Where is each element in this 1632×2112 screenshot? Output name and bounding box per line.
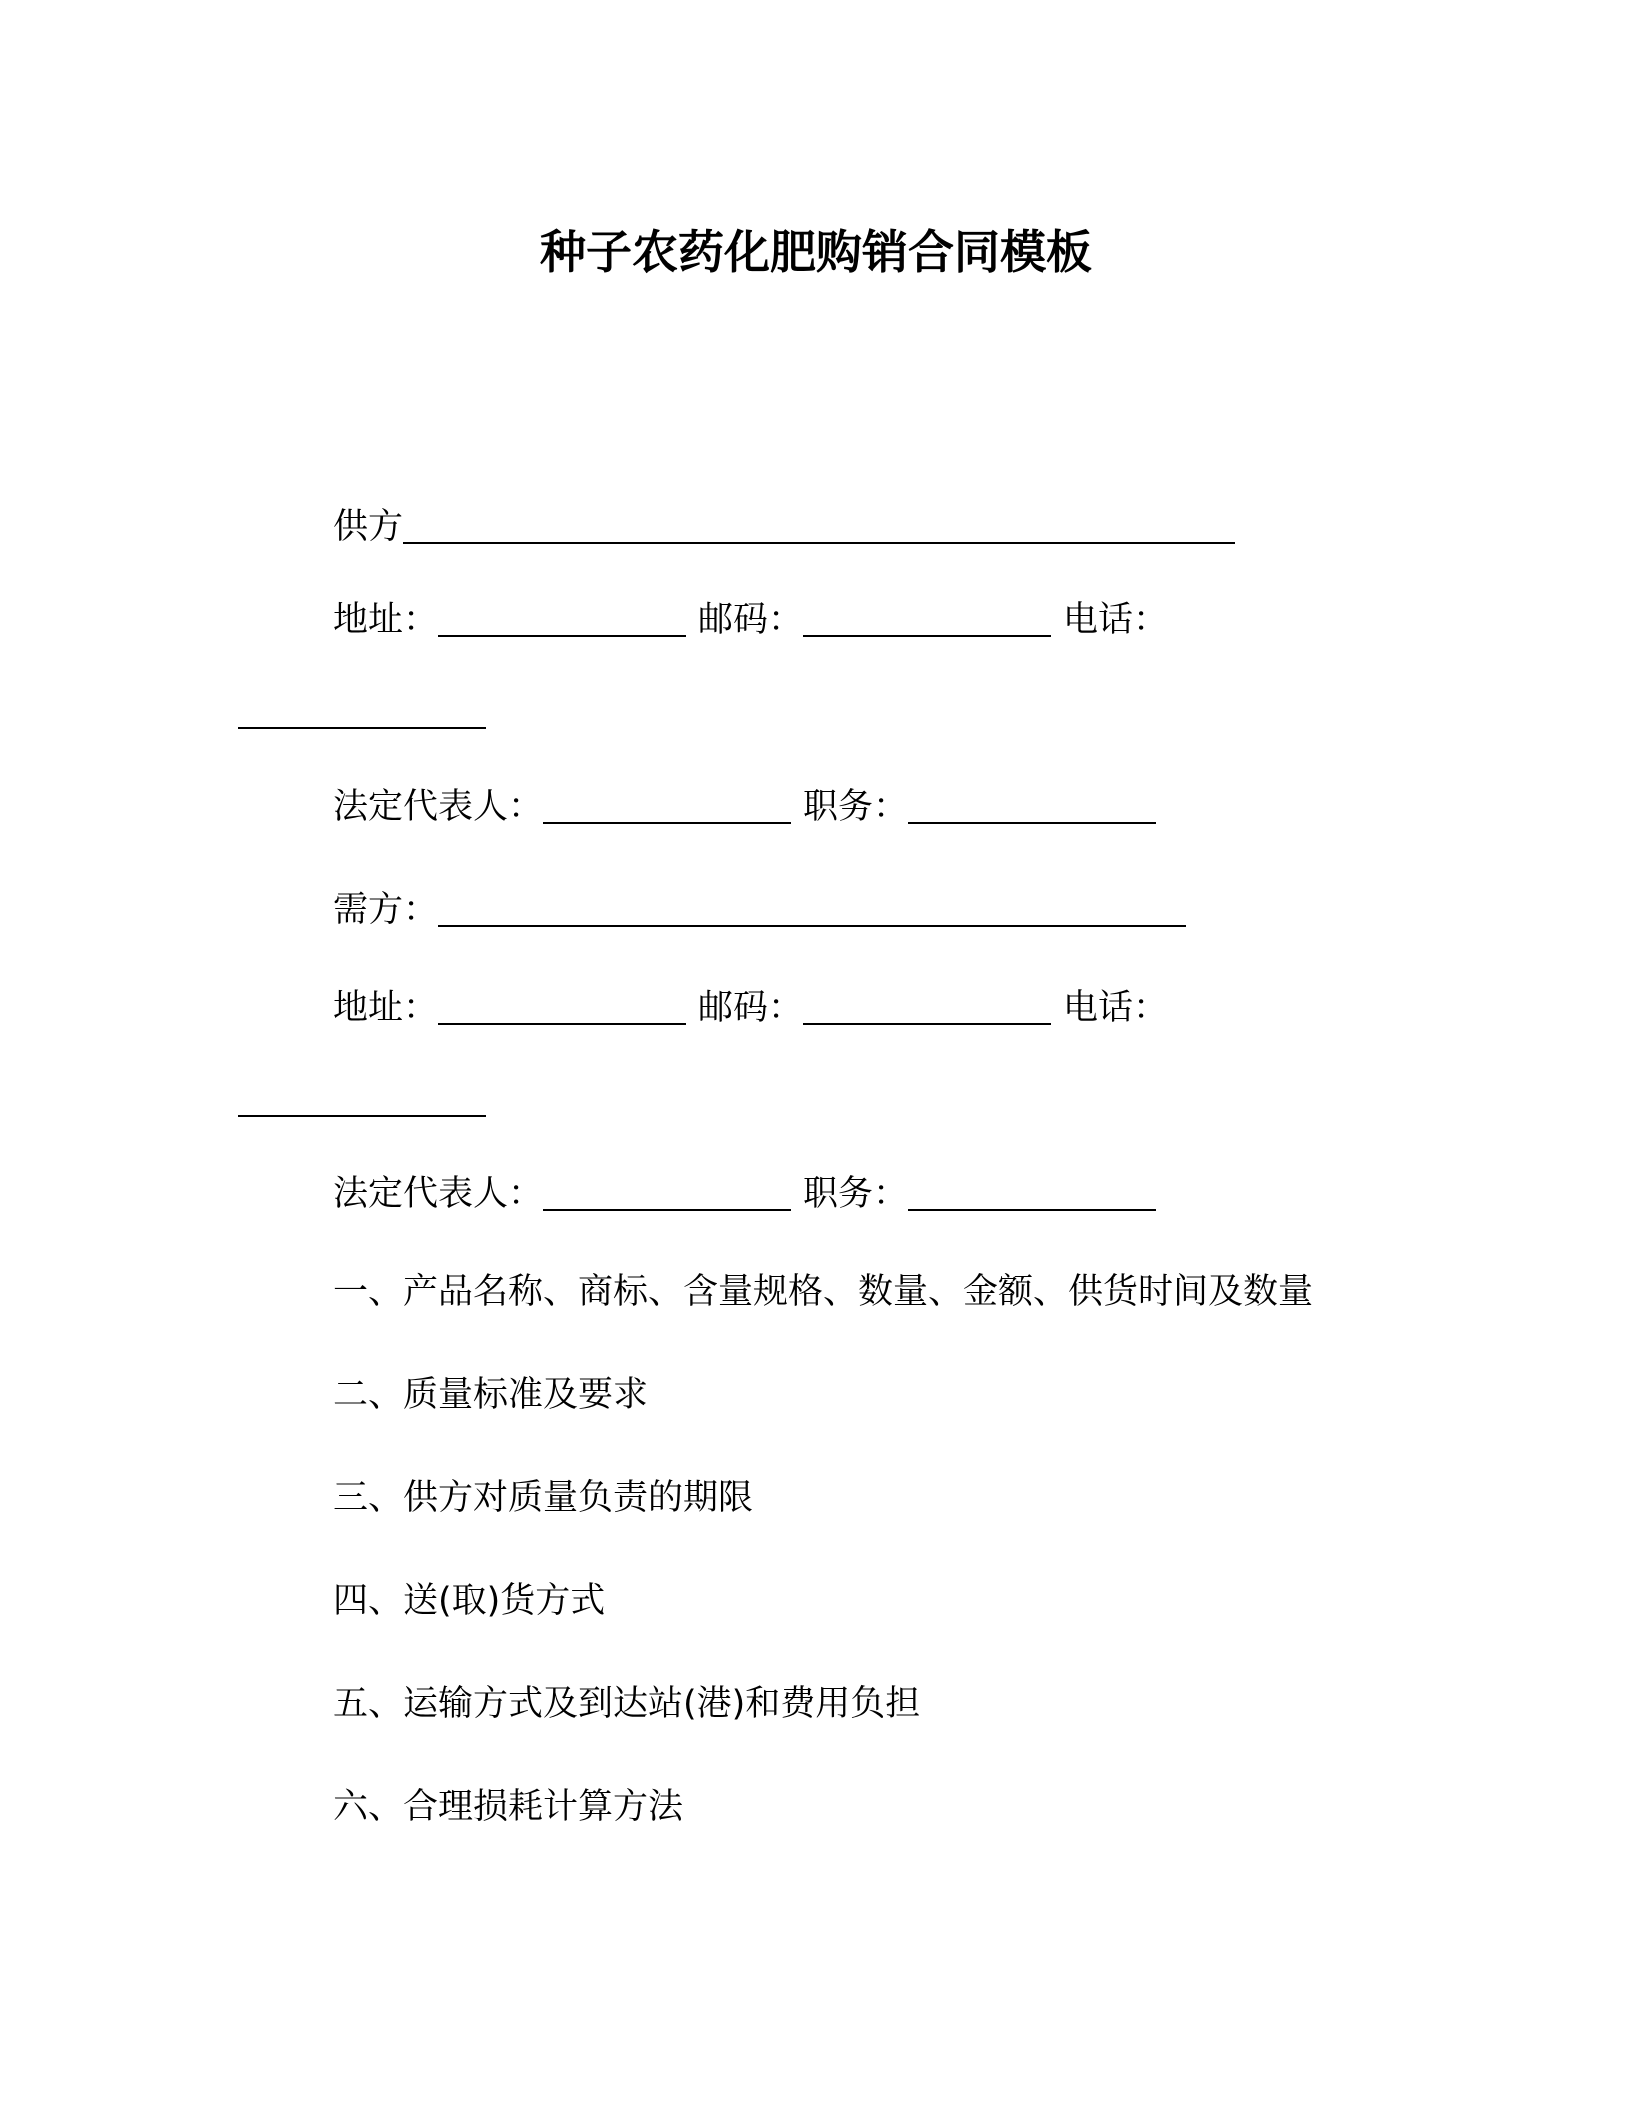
buyer-address-label: 地址： <box>333 988 439 1028</box>
buyer-party-label: 需方： <box>333 890 439 930</box>
supplier-name-blank[interactable] <box>403 506 1235 544</box>
buyer-party-line <box>333 888 1186 932</box>
supplier-phone-line <box>238 690 486 734</box>
section-heading: 五、运输方式及到达站(港)和费用负担 <box>333 1684 921 1724</box>
buyer-phone-line <box>238 1078 486 1122</box>
supplier-phone-label: 电话： <box>1063 600 1169 640</box>
buyer-address-blank[interactable] <box>438 987 686 1025</box>
buyer-name-blank[interactable] <box>438 889 1186 927</box>
buyer-postcode-label: 邮码： <box>698 988 804 1028</box>
document-title: 种子农药化肥购销合同模板 <box>540 225 1092 279</box>
buyer-phone-blank[interactable] <box>238 1079 486 1117</box>
supplier-position-blank[interactable] <box>908 786 1156 824</box>
section-heading: 六、合理损耗计算方法 <box>333 1787 684 1827</box>
supplier-rep-blank[interactable] <box>543 786 791 824</box>
supplier-position-label: 职务： <box>803 787 909 827</box>
buyer-position-blank[interactable] <box>908 1173 1156 1211</box>
supplier-phone-blank[interactable] <box>238 691 486 729</box>
supplier-address-blank[interactable] <box>438 599 686 637</box>
supplier-party-line <box>333 505 1235 549</box>
buyer-position-label: 职务： <box>803 1174 909 1214</box>
buyer-rep-label: 法定代表人： <box>333 1174 544 1214</box>
section-heading: 二、质量标准及要求 <box>333 1375 649 1415</box>
buyer-phone-label: 电话： <box>1063 988 1169 1028</box>
supplier-postcode-label: 邮码： <box>698 600 804 640</box>
supplier-address-label: 地址： <box>333 600 439 640</box>
supplier-party-label: 供方 <box>333 507 404 547</box>
supplier-postcode-blank[interactable] <box>803 599 1051 637</box>
supplier-rep-line <box>333 785 1156 829</box>
buyer-rep-line <box>333 1172 1156 1216</box>
buyer-rep-blank[interactable] <box>543 1173 791 1211</box>
supplier-rep-label: 法定代表人： <box>333 787 544 827</box>
section-heading: 一、产品名称、商标、含量规格、数量、金额、供货时间及数量 <box>333 1272 1314 1312</box>
buyer-postcode-blank[interactable] <box>803 987 1051 1025</box>
section-heading: 三、供方对质量负责的期限 <box>333 1478 754 1518</box>
buyer-contact-line <box>333 986 1168 1030</box>
section-heading: 四、送(取)货方式 <box>333 1581 606 1621</box>
supplier-contact-line <box>333 598 1168 642</box>
